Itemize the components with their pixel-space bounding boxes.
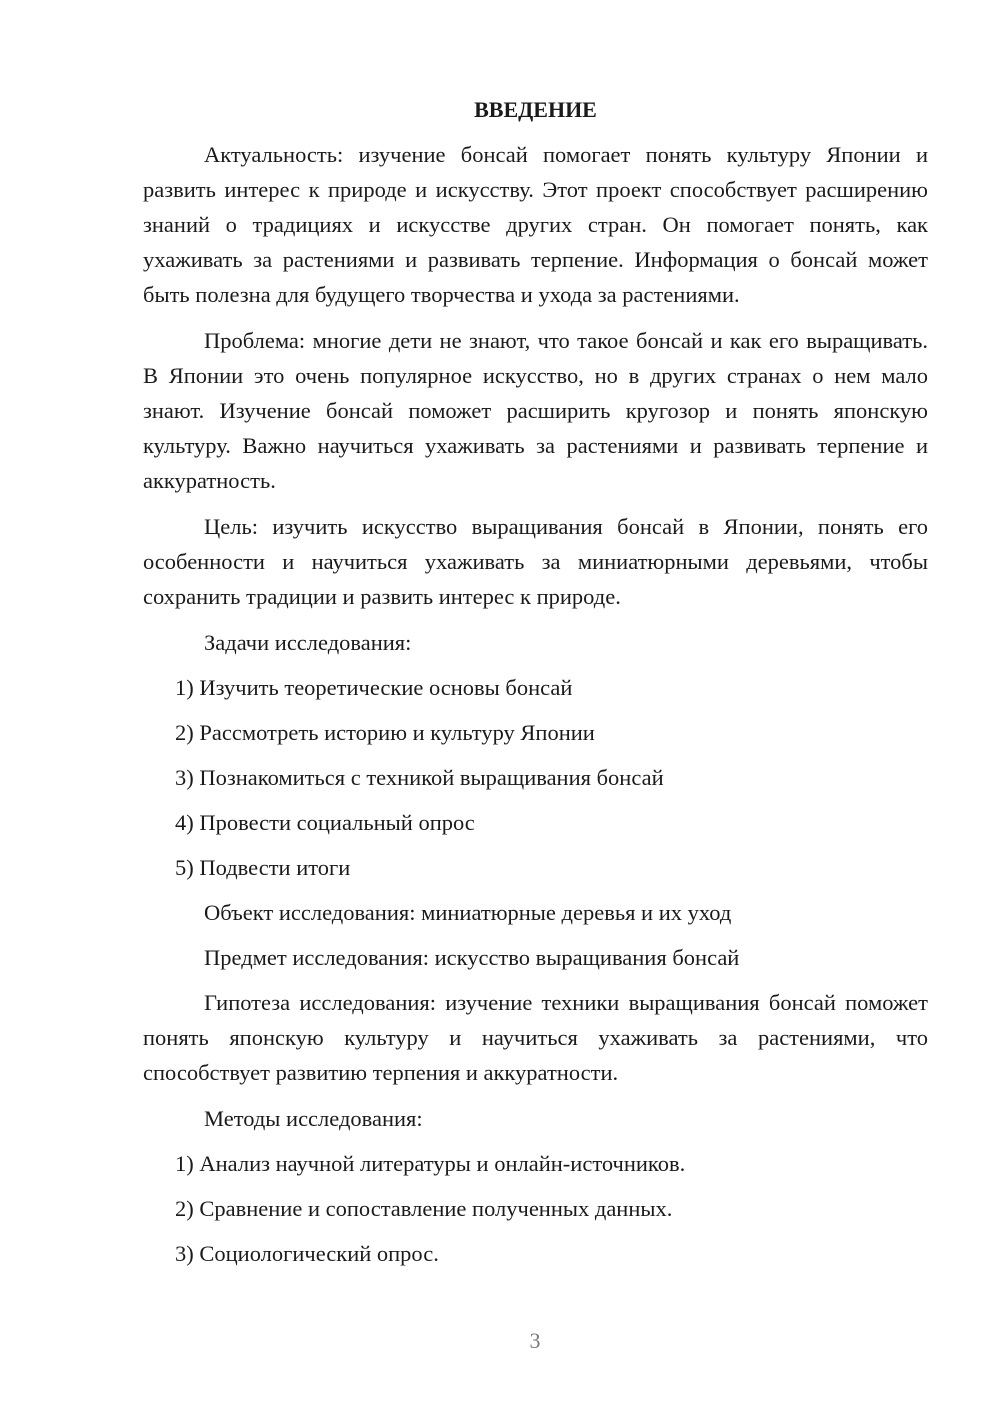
hypothesis-paragraph: Гипотеза исследования: изучение техники выращивания бонсай поможет понять японскую культуру и научиться ухаживать за растениями, что способствует развитию терпения и аккуратности. bbox=[143, 990, 928, 1085]
method-item: 2) Сравнение и сопоставление полученных данных. bbox=[175, 1196, 673, 1221]
problem-paragraph: Проблема: многие дети не знают, что такое бонсай и как его выращивать. В Японии это очень популярное искусство, но в других странах о нем мало знают. Изучение бонсай поможет расширить кругозор и понять японскую культуру. Важно научиться ухаживать за растениями и развивать терпение и аккуратность. bbox=[143, 328, 928, 493]
relevance-paragraph: Актуальность: изучение бонсай помогает понять культуру Японии и развить интерес к природе и искусству. Этот проект способствует расширению знаний о традициях и искусстве других стран. Он помогает понять, как ухаживать за растениями и развивать терпение. Информация о бонсай может быть полезна для будущего творчества и ухода за растениями. bbox=[143, 142, 928, 307]
tasks-heading: Задачи исследования: bbox=[204, 630, 412, 655]
methods-heading: Методы исследования: bbox=[204, 1106, 423, 1131]
task-item: 3) Познакомиться с техникой выращивания бонсай bbox=[175, 765, 664, 790]
page-number: 3 bbox=[529, 1328, 541, 1353]
goal-paragraph: Цель: изучить искусство выращивания бонсай в Японии, понять его особенности и научиться ухаживать за миниатюрными деревьями, чтобы сохранить традиции и развить интерес к природе. bbox=[143, 514, 928, 609]
page-title: ВВЕДЕНИЕ bbox=[474, 97, 597, 122]
task-item: 1) Изучить теоретические основы бонсай bbox=[175, 675, 573, 700]
subject-line: Предмет исследования: искусство выращивания бонсай bbox=[204, 945, 740, 970]
page-content bbox=[143, 92, 928, 1281]
object-line: Объект исследования: миниатюрные деревья и их уход bbox=[204, 900, 732, 925]
task-item: 4) Провести социальный опрос bbox=[175, 810, 475, 835]
task-item: 5) Подвести итоги bbox=[175, 855, 351, 880]
method-item: 1) Анализ научной литературы и онлайн-источников. bbox=[175, 1151, 686, 1176]
method-item: 3) Социологический опрос. bbox=[175, 1241, 439, 1266]
task-item: 2) Рассмотреть историю и культуру Японии bbox=[175, 720, 595, 745]
